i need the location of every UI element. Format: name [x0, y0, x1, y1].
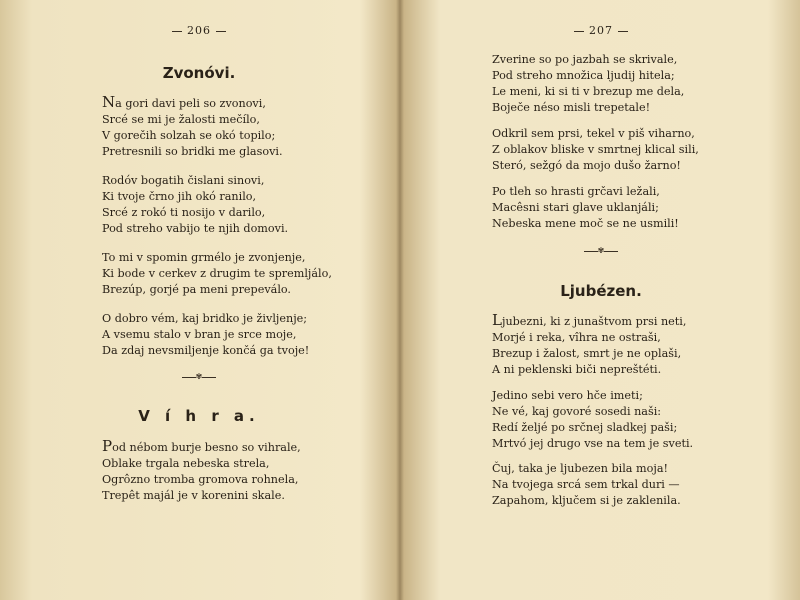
poem-line: Oblake trgala nebeska strela,: [102, 457, 270, 470]
poem-line: Boječe néso misli trepetale!: [492, 101, 651, 114]
poem-line: Jedino sebi vero hče imeti;: [492, 389, 643, 402]
stanza: [102, 311, 309, 359]
poem-line: Čuj, taka je ljubezen bila moja!: [492, 462, 668, 475]
poem-line: Ne vé, kaj govoré sosedi naši:: [492, 405, 662, 418]
poem-line: A ni peklenski biči nepreštéti.: [492, 363, 662, 376]
poem-line: Srcé se mi je žalosti mečílo,: [102, 113, 260, 126]
poem-line: Zapahom, ključem si je zaklenila.: [492, 494, 681, 507]
ornament-divider: ✾: [402, 246, 800, 255]
poem-line: Z oblakov bliske v smrtnej klical sili,: [492, 143, 699, 156]
poem-line: To mi v spomin grmélo je zvonjenje,: [102, 251, 306, 264]
poem-title-ljubezen: Ljubézen.: [560, 282, 642, 300]
stanza: [492, 461, 681, 509]
poem-line: Macêsni stari glave uklanjáli;: [492, 201, 659, 214]
poem-line: V gorečih solzah se okó topilo;: [102, 129, 276, 142]
poem-line: Morjé i reka, vîhra ne ostraši,: [492, 331, 661, 344]
stanza: [102, 94, 283, 160]
poem-line: Pod streho vabijo te njih domovi.: [102, 222, 289, 235]
stanza: [492, 388, 693, 452]
left-page: [0, 0, 398, 600]
page-number-left: 206: [0, 24, 398, 37]
poem-line: Ogrôzno tromba gromova rohnela,: [102, 473, 299, 486]
poem-line: Ki bode v cerkev z drugim te spremljálo,: [102, 267, 332, 280]
stanza: [492, 52, 684, 116]
poem-line: Le meni, ki si ti v brezup me dela,: [492, 85, 685, 98]
poem-line: Srcé z rokó ti nosijo v darilo,: [102, 206, 266, 219]
poem-line: Nebeska mene moč se ne usmili!: [492, 217, 679, 230]
poem-line: Zverine so po jazbah se skrivale,: [492, 53, 678, 66]
poem-line: Steró, sežgó da mojo dušo žarno!: [492, 159, 681, 172]
poem-title-vihra: V í h r a.: [138, 407, 260, 425]
poem-line: Mrtvó jej drugo vse na tem je sveti.: [492, 437, 694, 450]
poem-line: Ki tvoje črno jih okó ranilo,: [102, 190, 257, 203]
stanza: [492, 126, 699, 174]
poem-line: A vsemu stalo v bran je srce moje,: [102, 328, 297, 341]
stanza: [102, 438, 301, 504]
poem-line: Brezup i žalost, smrt je ne oplaši,: [492, 347, 682, 360]
poem-line: Pod nébom burje besno so vihrale,: [102, 437, 301, 455]
poem-line: Pod streho množica ljudij hitela;: [492, 69, 675, 82]
ornament-divider: ✾: [0, 372, 398, 381]
poem-line: Odkril sem prsi, tekel v piš viharno,: [492, 127, 695, 140]
page-number-right: 207: [402, 24, 800, 37]
poem-line: Da zdaj nevsmiljenje končá ga tvoje!: [102, 344, 310, 357]
poem-line: O dobro vém, kaj bridko je življenje;: [102, 312, 308, 325]
poem-line: Ljubezni, ki z junaštvom prsi neti,: [492, 311, 687, 329]
poem-line: Na gori davi peli so zvonovi,: [102, 93, 266, 111]
poem-line: Brezúp, gorjé pa meni prepeválo.: [102, 283, 291, 296]
poem-line: Trepêt majál je v korenini skale.: [102, 489, 285, 502]
right-page: [402, 0, 800, 600]
stanza: [102, 173, 288, 237]
poem-line: Redí željé po srčnej sladkej paši;: [492, 421, 678, 434]
stanza: [492, 312, 686, 378]
poem-line: Na tvojega srcá sem trkal duri —: [492, 478, 680, 491]
poem-line: Rodóv bogatih čislani sinovi,: [102, 174, 265, 187]
stanza: [102, 250, 332, 298]
poem-title-zvonovi: Zvonóvi.: [162, 64, 236, 82]
poem-line: Pretresnili so bridki me glasovi.: [102, 145, 283, 158]
poem-line: Po tleh so hrasti grčavi ležali,: [492, 185, 660, 198]
stanza: [492, 184, 679, 232]
